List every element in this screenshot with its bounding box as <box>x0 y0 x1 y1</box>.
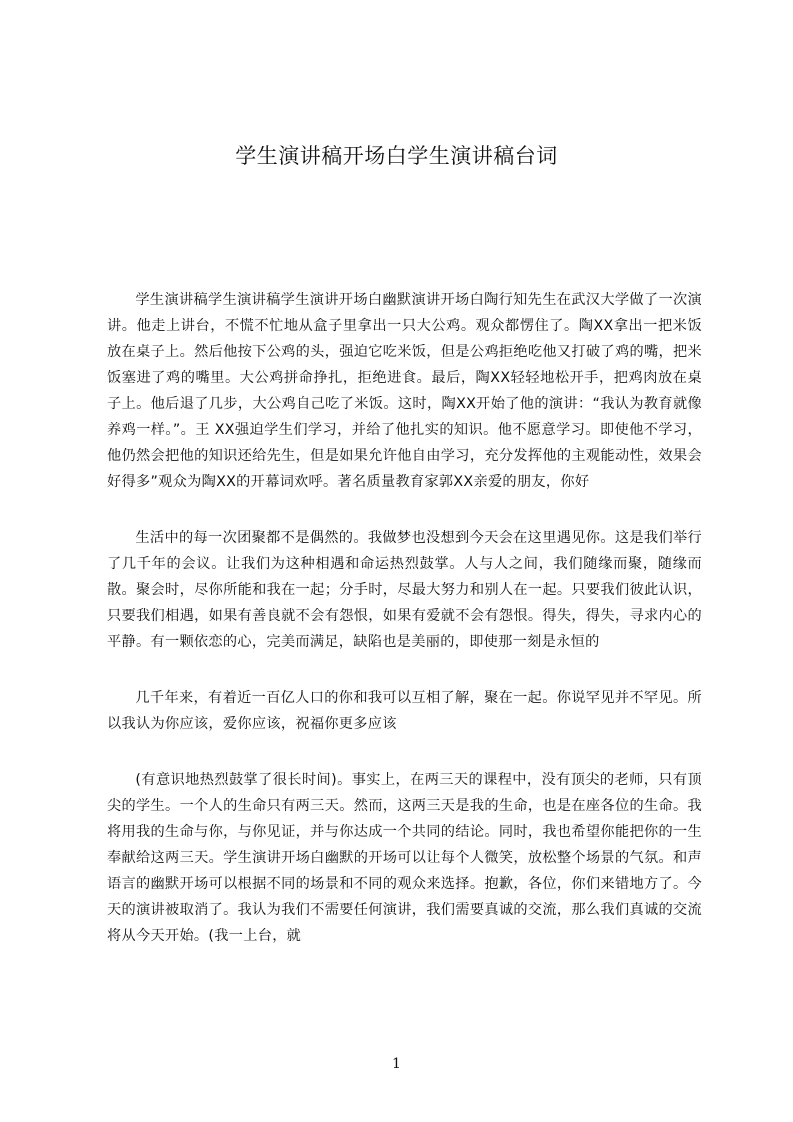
document-body <box>107 287 702 949</box>
paragraph-4: (有意识地热烈鼓掌了很长时间)。事实上，在两三天的课程中，没有顶尖的老师，只有顶尖的学生。一个人的生命只有两三天。然而，这两三天是我的生命，也是在座各位的生命。我将用我的生命与你，与你见证，并与你达成一个共同的结论。同时，我也希望你能把你的一生奉献给这两三天。学生演讲开场白幽默的开场可以让每个人微笑，放松整个场景的气氛。和声语言的幽默开场可以根据不同的场景和不同的观众来选择。抱歉，各位，你们来错地方了。今天的演讲被取消了。我认为我们不需要任何演讲，我们需要真诚的交流，那么我们真诚的交流将从今天开始。(我一上台，就 <box>107 772 702 944</box>
paragraph-3: 几千年来，有着近一百亿人口的你和我可以互相了解，聚在一起。你说罕见并不罕见。所以我认为你应该，爱你应该，祝福你更多应该 <box>107 690 702 732</box>
page-number: 1 <box>392 1056 401 1072</box>
document-title: 学生演讲稿开场白学生演讲稿台词 <box>235 144 558 168</box>
paragraph-2: 生活中的每一次团聚都不是偶然的。我做梦也没想到今天会在这里遇见你。这是我们举行了几千年的会议。让我们为这种相遇和命运热烈鼓掌。人与人之间，我们随缘而聚，随缘而散。聚会时，尽你所能和我在一起；分手时，尽最大努力和别人在一起。只要我们彼此认识，只要我们相遇，如果有善良就不会有怨恨，如果有爱就不会有怨恨。得失，得失，寻求内心的平静。有一颗依恋的心，完美而满足，缺陷也是美丽的，即使那一刻是永恒的 <box>107 530 702 650</box>
paragraph-1: 学生演讲稿学生演讲稿学生演讲开场白幽默演讲开场白陶行知先生在武汉大学做了一次演讲。他走上讲台，不慌不忙地从盒子里拿出一只大公鸡。观众都愣住了。陶XX拿出一把米饭放在桌子上。然后他按下公鸡的头，强迫它吃米饭，但是公鸡拒绝吃他又打破了鸡的嘴，把米饭塞进了鸡的嘴里。大公鸡拼命挣扎，拒绝进食。最后，陶XX轻轻地松开手，把鸡肉放在桌子上。他后退了几步，大公鸡自己吃了米饭。这时，陶XX开始了他的演讲：“我认为教育就像养鸡一样。”。王 XX强迫学生们学习，并给了他扎实的知识。他不愿意学习。即使他不学习，他仍然会把他的知识还给先生，但是如果允许他自由学习，充分发挥他的主观能动性，效果会好得多”观众为陶XX的开幕词欢呼。著名质量教育家郭XX亲爱的朋友，你好 <box>107 292 702 490</box>
